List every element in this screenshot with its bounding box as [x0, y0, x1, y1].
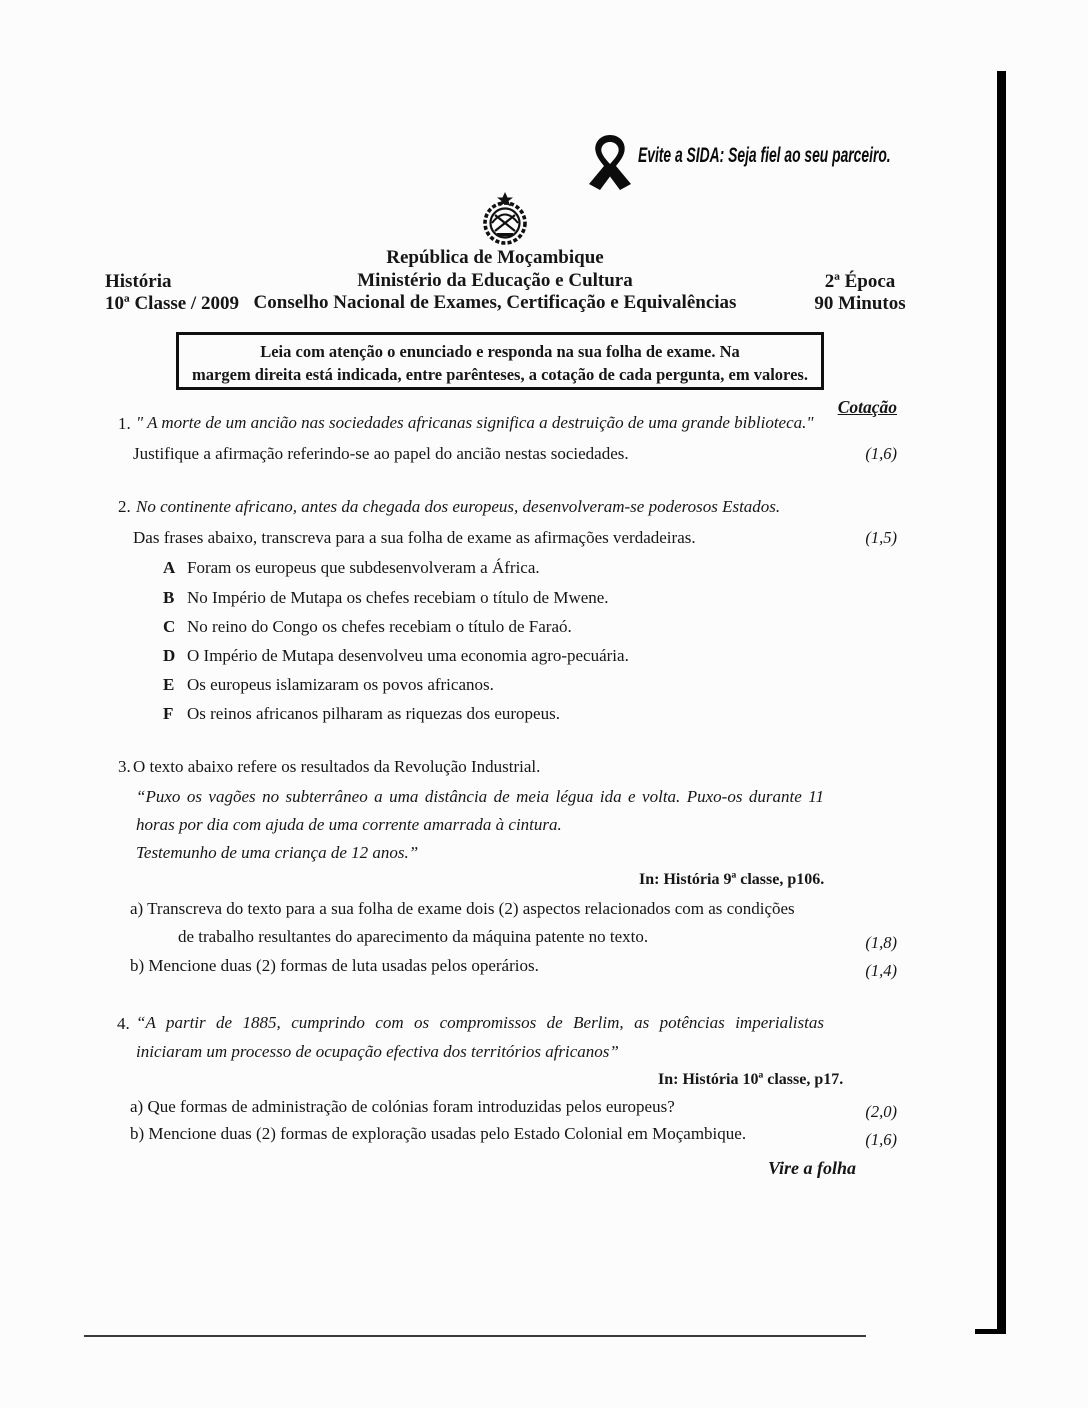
mozambique-emblem-icon — [482, 192, 528, 251]
country-name: República de Moçambique — [386, 247, 604, 268]
question-4a-cotacao: (2,0) — [865, 1102, 897, 1121]
instruction-line-1: Leia com atenção o enunciado e responda na sua folha de exame. Na — [260, 342, 740, 361]
question-4b-cotacao: (1,6) — [865, 1130, 897, 1149]
question-1-number: 1. — [118, 414, 131, 433]
scan-edge-bar-foot — [975, 1329, 1006, 1334]
turn-page-note: Vire a folha — [768, 1158, 857, 1178]
question-3a-line-1: a) Transcreva do texto para a sua folha de exame dois (2) aspectos relacionados com as condições — [130, 899, 795, 918]
ministry-name: Ministério da Educação e Cultura — [357, 270, 633, 291]
option-text-b: No Império de Mutapa os chefes recebiam o título de Mwene. — [187, 588, 609, 607]
question-4b: b) Mencione duas (2) formas de exploração usadas pelo Estado Colonial em Moçambique. — [130, 1124, 747, 1143]
question-4-source: In: História 10ª classe, p17. — [658, 1071, 844, 1088]
option-text-a: Foram os europeus que subdesenvolveram a África. — [187, 558, 540, 577]
question-3-intro: O texto abaixo refere os resultados da Revolução Industrial. — [133, 757, 541, 776]
bottom-rule — [84, 1335, 866, 1337]
question-3-source: In: História 9ª classe, p106. — [639, 871, 825, 888]
exam-epoch: 2ª Época — [824, 271, 896, 292]
option-text-d: O Império de Mutapa desenvolveu uma economia agro-pecuária. — [187, 646, 629, 665]
question-3b-cotacao: (1,4) — [865, 961, 897, 980]
question-2-cotacao: (1,5) — [865, 528, 897, 547]
scan-edge-bar — [997, 71, 1006, 1333]
question-4-number: 4. — [117, 1014, 130, 1033]
question-1-quote: " A morte de um ancião nas sociedades africanas significa a destruição de uma grande biblioteca." — [136, 413, 814, 432]
question-4-quote-line-2: iniciaram um processo de ocupação efectiva dos territórios africanos” — [136, 1042, 619, 1061]
option-letter-d: D — [163, 646, 176, 665]
option-text-f: Os reinos africanos pilharam as riquezas dos europeus. — [187, 704, 560, 723]
question-4a: a) Que formas de administração de colónias foram introduzidas pelos europeus? — [130, 1097, 675, 1116]
option-letter-f: F — [163, 704, 174, 723]
question-3-quote-line-2: horas por dia com ajuda de uma corrente amarrada à cintura. — [136, 815, 562, 834]
question-3-quote-line-1: “Puxo os vagões no subterrâneo a uma distância de meia légua ida e volta. Puxo-os durante 11 — [136, 787, 824, 806]
question-3b: b) Mencione duas (2) formas de luta usadas pelos operários. — [130, 956, 539, 975]
option-text-c: No reino do Congo os chefes recebiam o título de Faraó. — [187, 617, 572, 636]
awareness-ribbon-icon — [583, 134, 637, 195]
question-3-number: 3. — [118, 757, 131, 776]
question-3a-line-2: de trabalho resultantes do aparecimento da máquina patente no texto. — [178, 927, 649, 946]
question-3a-cotacao: (1,8) — [865, 933, 897, 952]
exam-duration: 90 Minutos — [814, 293, 906, 314]
question-1-cotacao: (1,6) — [865, 444, 897, 463]
option-letter-b: B — [163, 588, 175, 607]
question-1-task: Justifique a afirmação referindo-se ao papel do ancião nestas sociedades. — [133, 444, 629, 463]
question-2-intro: No continente africano, antes da chegada dos europeus, desenvolveram-se poderosos Estados. — [136, 497, 781, 516]
cotacao-column-header: Cotação — [837, 397, 897, 417]
option-letter-a: A — [163, 558, 176, 577]
council-name: Conselho Nacional de Exames, Certificação e Equivalências — [253, 292, 737, 313]
aids-banner-text: Evite a SIDA: Seja fiel ao seu parceiro. — [638, 144, 891, 167]
question-3-quote-line-3: Testemunho de uma criança de 12 anos.” — [136, 843, 419, 862]
question-4-quote-line-1: “A partir de 1885, cumprindo com os compromissos de Berlim, as potências imperialistas — [136, 1013, 824, 1032]
subject-title: História — [105, 271, 172, 292]
question-2-number: 2. — [118, 497, 131, 516]
class-year: 10ª Classe / 2009 — [105, 293, 239, 314]
question-2-task: Das frases abaixo, transcreva para a sua folha de exame as afirmações verdadeiras. — [133, 528, 696, 547]
instruction-line-2: margem direita está indicada, entre parênteses, a cotação de cada pergunta, em valores. — [192, 365, 808, 384]
option-letter-c: C — [163, 617, 176, 636]
instruction-box — [176, 332, 824, 390]
option-text-e: Os europeus islamizaram os povos africanos. — [187, 675, 494, 694]
option-letter-e: E — [163, 675, 175, 694]
